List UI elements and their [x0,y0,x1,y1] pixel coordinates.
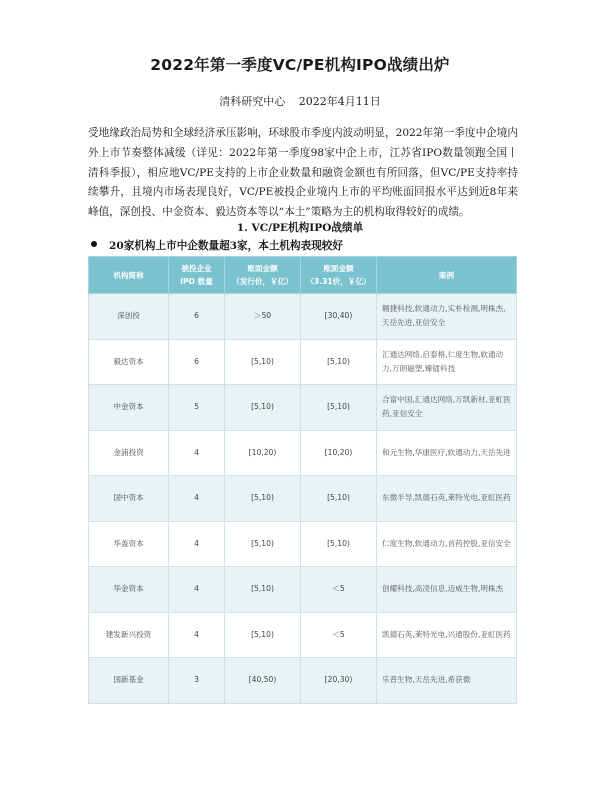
cell-market-value: [20,30) [301,658,377,704]
cell-institution: 建发新兴投资 [89,612,169,658]
table-row [89,385,517,431]
cell-market-value: [5,10) [301,339,377,385]
header-institution: 机构简称 [89,257,169,294]
table-row [89,339,517,385]
header-market-value: 账面金额 （3.31价，￥亿） [301,257,377,294]
cell-institution: 国中资本 [89,476,169,522]
cell-issue-value: [5,10) [225,567,301,613]
cell-cases: 汇通达网络,启泰格,仁度生物,软通动力,万朗磁塑,臻镭科技 [377,339,517,385]
cell-issue-value: [5,10) [225,339,301,385]
cell-cases: 翱捷科技,软通动力,实朴检测,明株杰,天岳先进,亚信安全 [377,294,517,340]
cell-issue-value: [5,10) [225,476,301,522]
table-row [89,430,517,476]
cell-institution: 金浦投资 [89,430,169,476]
cell-institution: 国新基金 [89,658,169,704]
table-row [89,612,517,658]
cell-market-value: [5,10) [301,385,377,431]
table-row [89,476,517,522]
ipo-table [88,256,517,704]
header-issue-value: 账面金额 （发行价，￥亿） [225,257,301,294]
table-row [89,294,517,340]
cell-ipo-count: 4 [169,476,225,522]
section-heading: 1. VC/PE机构IPO战绩单 [236,222,364,234]
cell-cases: 创耀科技,高凌信息,迈威生物,明株杰 [377,567,517,613]
cell-issue-value: [5,10) [225,612,301,658]
table-header-row [89,257,517,294]
cell-institution: 毅达资本 [89,339,169,385]
byline [0,93,600,109]
cell-issue-value: [10,20) [225,430,301,476]
cell-market-value: ＜5 [301,567,377,613]
author: 清科研究中心 [219,95,286,108]
cell-market-value: [5,10) [301,521,377,567]
table-row [89,521,517,567]
cell-institution: 华盖资本 [89,521,169,567]
table-body [89,294,517,704]
bullet-text: 20家机构上市中企数量超3家，本土机构表现较好 [109,240,343,252]
cell-market-value: [10,20) [301,430,377,476]
cell-market-value: [30,40) [301,294,377,340]
intro-paragraph [88,124,518,223]
cell-institution: 中金资本 [89,385,169,431]
bullet-icon [91,241,97,247]
cell-cases: 和元生物,华康医疗,软通动力,天岳先进 [377,430,517,476]
cell-ipo-count: 6 [169,294,225,340]
table-row [89,658,517,704]
table-row [89,567,517,613]
cell-market-value: [5,10) [301,476,377,522]
cell-cases: 东微半导,凯德石英,莱特光电,亚虹医药 [377,476,517,522]
cell-ipo-count: 4 [169,430,225,476]
intro-text: 受地缘政治局势和全球经济承压影响，环球股市季度内波动明显，2022年第一季度中企境内外上市节奏整体减缓（详见：2022年第一季度98家中企上市，江苏省IPO数量领跑全国丨清科季报），相应地VC/PE支持的上市企业数量和融资金额也有所回落，但VC/PE支持率持续攀升，且境内市场表现良好，VC/PE被投企业境内上市的平均账面回报水平达到近8年来峰值，深创投、中金资本、毅达资本等以“本土”策略为主的机构取得较好的成绩。 [88,127,518,219]
cell-cases: 仁度生物,软通动力,首药控股,亚信安全 [377,521,517,567]
header-ipo-count: 被投企业 IPO 数量 [169,257,225,294]
cell-cases: 凯德石英,莱特光电,兴通股份,亚虹医药 [377,612,517,658]
cell-cases: 合富中国,汇通达网络,万凯新材,亚虹医药,亚信安全 [377,385,517,431]
cell-market-value: ＜5 [301,612,377,658]
cell-issue-value: ＞50 [225,294,301,340]
cell-issue-value: [40,50) [225,658,301,704]
cell-issue-value: [5,10) [225,521,301,567]
cell-institution: 深创投 [89,294,169,340]
cell-ipo-count: 4 [169,567,225,613]
cell-issue-value: [5,10) [225,385,301,431]
cell-institution: 华金资本 [89,567,169,613]
bullet-point [91,238,343,253]
publish-date: 2022年4月11日 [298,95,381,108]
cell-ipo-count: 4 [169,521,225,567]
cell-ipo-count: 6 [169,339,225,385]
header-cases: 案例 [377,257,517,294]
document-title: 2022年第一季度VC/PE机构IPO战绩出炉 [150,56,450,74]
cell-ipo-count: 5 [169,385,225,431]
cell-ipo-count: 4 [169,612,225,658]
cell-cases: 乐普生物,天岳先进,希获微 [377,658,517,704]
cell-ipo-count: 3 [169,658,225,704]
